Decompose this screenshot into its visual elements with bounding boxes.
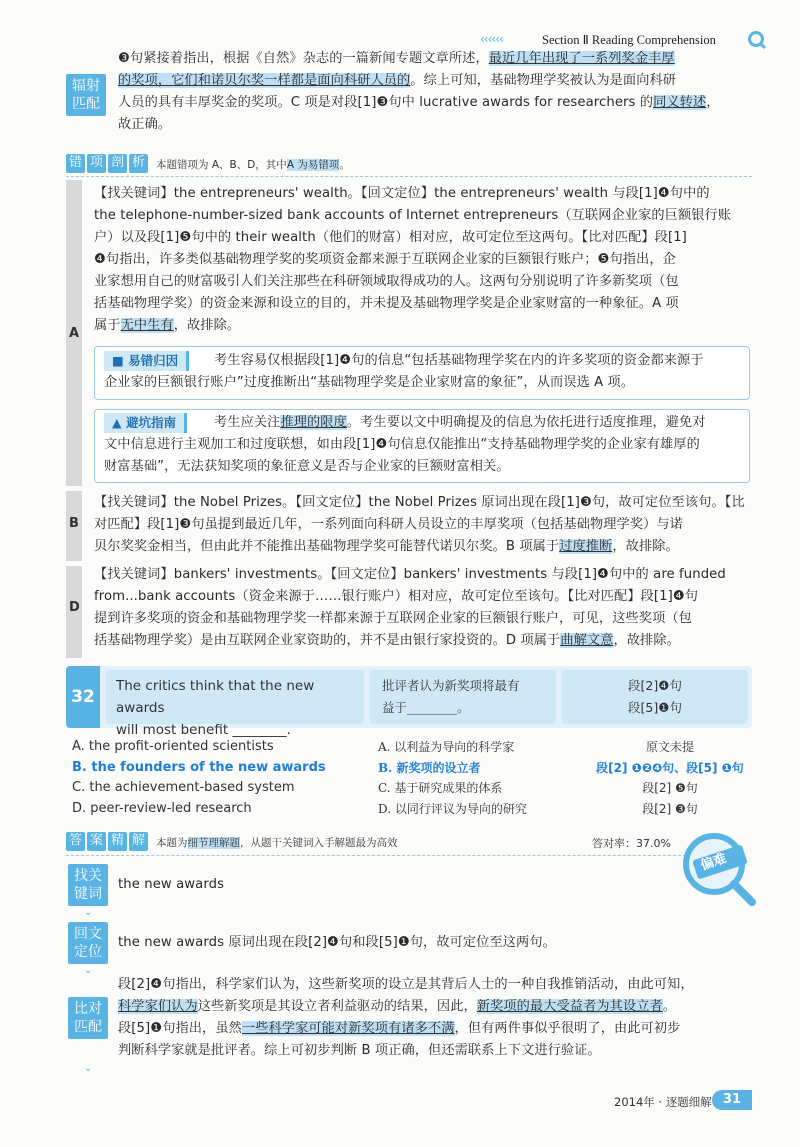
chevron-down-icon: ⌄ [84, 907, 93, 918]
option-a-letter: A [69, 326, 80, 341]
header-section: Section Ⅱ Reading Comprehension [542, 33, 716, 47]
step-find-keyword-text: the new awards [118, 877, 225, 892]
question-number: 32 [66, 666, 100, 728]
error-cause-tag: ■ 易错归因 [104, 351, 189, 371]
divider [66, 855, 686, 856]
question-stem-en-box: The critics think that the new awards will most benefit ________. [106, 670, 364, 724]
radiate-match-label: 辐射 匹配 [66, 74, 106, 116]
top-block-text: ❸句紧接着指出，根据《自然》杂志的一篇新闻专题文章所述，最近几年出现了一系列奖金丰厚 的奖项，它们和诺贝尔奖一样都是面向科研人员的。综上可知，基础物理学奖被认为是面向科研 人员的具有丰厚奖金的奖项。C 项是对段[1]❸句中 lucrative awards for researchers 的同义转述， 故正确。 [118, 51, 720, 132]
option-row[interactable]: C. the achievement-based system C. 基于研究成果的体系 段[2] ❺句 [72, 780, 698, 795]
chevron-down-icon: ⌄ [84, 965, 93, 976]
option-b-letter: B [69, 516, 79, 531]
option-a-text: 【找关键词】the entrepreneurs' wealth。【回文定位】the entrepreneurs' wealth 与段[1]❹句中的 the telephone-number-sized bank accounts of Internet entrepreneurs（互联网企业家的巨额银行账 户）以及段[1]❺句中的 their wealth（他们的财富）相对应，故可定位至这两句。【比对匹配】段[1] ❹句指出，许多类似基础物理学奖的奖项资金都来源于互联网企业家的巨额银行账户；❺句指出，企 业家想用自己的财富吸引人们关注那些在科研领域取得成功的人。这两句分别说明了许多新奖项（包 括基础物理学奖）的资金来源和设立的目的，并未提及基础物理学奖是企业家财富的一种象征。A 项 属于无中生有，故排除。 [94, 186, 732, 333]
option-row[interactable]: A. the profit-oriented scientists A. 以利益为导向的科学家 原文未提 [72, 739, 694, 754]
wrong-items-intro: 本题错项为 A、B、D，其中A 为易错项。 [156, 159, 350, 171]
option-d-text: 【找关键词】bankers' investments。【回文定位】bankers' investments 与段[1]❹句中的 are funded from...bank accounts（资金来源于……银行账户）相对应，故可定位至该句。【比对匹配】段[1]❹句 提到许多奖项的资金和基础物理学奖一样都来源于互联网企业家的巨额银行账户，可见，这些奖项（包 括基础物理学奖）是由互联网企业家资助的，并不是由银行家投资的。D 项属于曲解文意，故排除。 [94, 567, 726, 648]
warning-icon: ▲ [112, 415, 126, 430]
question-ref-box: 段[2]❹句 段[5]❶句 [562, 670, 748, 724]
accuracy-rate: 答对率：37.0% [592, 837, 671, 850]
avoid-pitfall-text: 考生应关注推理的限度。考生要以文中明确提及的信息为依托进行适度推理，避免对 文中信息进行主观加工和过度联想，如由段[1]❹句信息仅能推出“支持基础物理学奖的企业家有雄厚的 财富基础”，无法获知奖项的象征意义是否与企业家的巨额财富相关。 [104, 415, 706, 474]
wrong-items-tag: 错 项 剖 析 [66, 154, 148, 173]
option-row-correct[interactable]: B. the founders of the new awards B. 新奖项的设立者 段[2] ❶❷❹句、段[5] ❶句 [72, 759, 744, 775]
answer-intro: 本题为细节理解题，从题干关键词入手解题最为高效 [156, 837, 398, 849]
page-number: 31 [712, 1090, 752, 1110]
step-locate-text: the new awards 原词出现在段[2]❹句和段[5]❶句，故可定位至这两句。 [118, 935, 556, 950]
difficulty-badge: 偏难 [698, 851, 729, 874]
header-arrows: ‹‹‹‹‹‹ [480, 32, 503, 46]
options-list [72, 737, 752, 819]
option-row[interactable]: D. peer-review-led research D. 以同行评议为导向的研究 段[2] ❸句 [72, 800, 698, 816]
chevron-down-icon: ⌄ [84, 1063, 93, 1074]
step-find-keyword-label: 找关 键词 [68, 864, 108, 906]
avoid-pitfall-tag: ▲ 避坑指南 [104, 413, 187, 433]
question-stem-cn-box: 批评者认为新奖项将最有 益于________。 [370, 670, 556, 724]
answer-tag: 答 案 精 解 [66, 832, 148, 851]
option-d-letter: D [69, 600, 80, 615]
tag-icon: ■ [112, 353, 129, 368]
search-icon [747, 30, 767, 50]
footer-text: 2014年 · 逐题细解 [614, 1095, 712, 1109]
step-compare-label: 比对 匹配 [68, 997, 108, 1039]
error-cause-text: 考生容易仅根据段[1]❹句的信息“包括基础物理学奖在内的许多奖项的资金都来源于 企业家的巨额银行账户”过度推断出“基础物理学奖是企业家财富的象征”，从而误选 A 项。 [104, 353, 704, 390]
step-locate-label: 回文 定位 [68, 922, 108, 964]
divider [66, 176, 752, 177]
step-compare-text: 段[2]❹句指出，科学家们认为，这些新奖项的设立是其背后人士的一种自我推销活动，由此可知， 科学家们认为这些新奖项是其设立者利益驱动的结果，因此，新奖项的最大受益者为其设立者。 段[5]❶句指出，虽然一些科学家可能对新奖项有诸多不满，但有两件事似乎很明了，由此可初步 判断科学家就是批评者。综上可初步判断 B 项正确，但还需联系上下文进行验证。 [118, 977, 694, 1058]
option-b-text: 【找关键词】the Nobel Prizes。【回文定位】the Nobel Prizes 原词出现在段[1]❸句，故可定位至该句。【比 对匹配】段[1]❸句虽提到最近几年，一系列面向科研人员设立的丰厚奖项（包括基础物理学奖）与诺 贝尔奖奖金相当，但由此并不能推出基础物理学奖可能替代诺贝尔奖。B 项属于过度推断，故排除。 [94, 495, 745, 554]
